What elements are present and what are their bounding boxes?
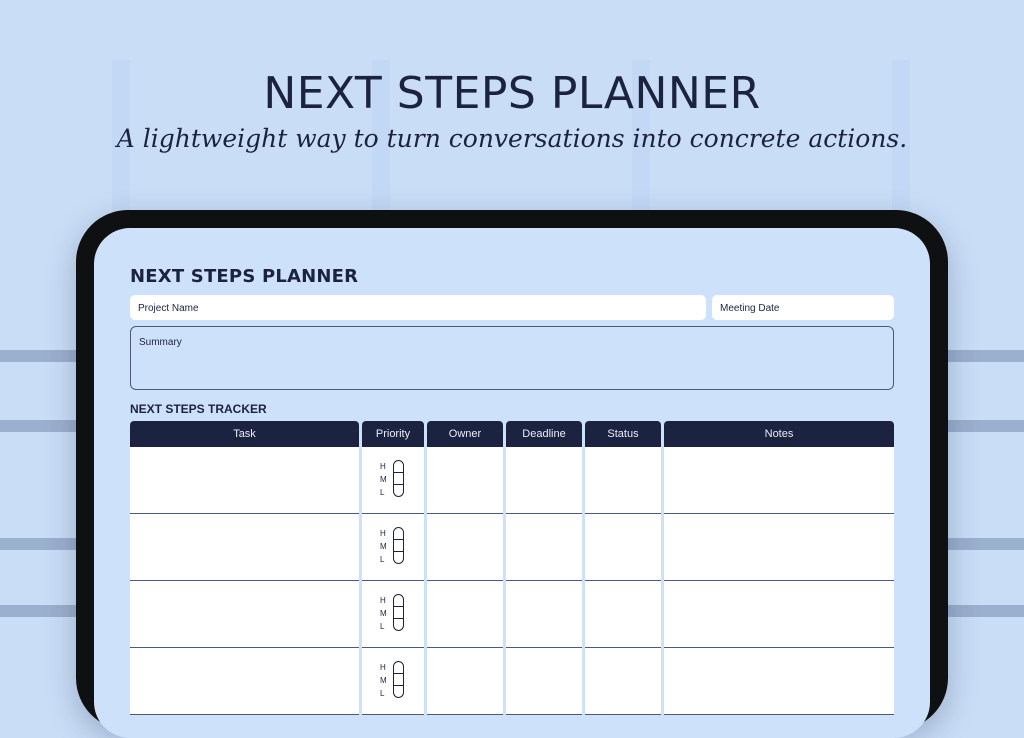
table-column-owner bbox=[427, 421, 503, 738]
project-name-label: Project Name bbox=[138, 303, 199, 314]
priority-low-label: L bbox=[380, 689, 385, 698]
owner-cell[interactable] bbox=[427, 514, 503, 581]
priority-low-label: L bbox=[380, 622, 385, 631]
next-steps-table bbox=[130, 421, 894, 738]
priority-high-label: H bbox=[380, 529, 386, 538]
task-cell[interactable] bbox=[130, 447, 359, 514]
summary-field[interactable] bbox=[130, 326, 894, 390]
table-column-status bbox=[585, 421, 661, 738]
column-header-owner: Owner bbox=[427, 421, 503, 447]
priority-medium-label: M bbox=[380, 609, 387, 618]
priority-toggle[interactable] bbox=[393, 594, 404, 631]
status-cell[interactable] bbox=[585, 581, 661, 648]
priority-cell[interactable] bbox=[362, 447, 424, 514]
priority-levels bbox=[380, 527, 387, 566]
task-cell[interactable] bbox=[130, 514, 359, 581]
priority-selector[interactable] bbox=[380, 527, 410, 567]
deadline-cell[interactable] bbox=[506, 581, 582, 648]
column-header-task: Task bbox=[130, 421, 359, 447]
column-header-deadline: Deadline bbox=[506, 421, 582, 447]
task-cell[interactable] bbox=[130, 581, 359, 648]
table-column-task bbox=[130, 421, 359, 738]
priority-cell[interactable] bbox=[362, 581, 424, 648]
hero-subtitle: A lightweight way to turn conversations into concrete actions. bbox=[116, 124, 908, 153]
priority-high-label: H bbox=[380, 663, 386, 672]
priority-medium-label: M bbox=[380, 475, 387, 484]
tablet-device bbox=[76, 210, 948, 730]
meeting-date-field[interactable] bbox=[712, 295, 894, 320]
priority-selector[interactable] bbox=[380, 661, 410, 701]
priority-levels bbox=[380, 460, 387, 499]
table-column-notes bbox=[664, 421, 894, 738]
priority-low-label: L bbox=[380, 555, 385, 564]
priority-cell[interactable] bbox=[362, 514, 424, 581]
column-header-notes: Notes bbox=[664, 421, 894, 447]
notes-cell[interactable] bbox=[664, 514, 894, 581]
column-header-priority: Priority bbox=[362, 421, 424, 447]
summary-label: Summary bbox=[139, 337, 182, 348]
deadline-cell[interactable] bbox=[506, 514, 582, 581]
tracker-title: NEXT STEPS TRACKER bbox=[130, 402, 267, 416]
priority-toggle[interactable] bbox=[393, 460, 404, 497]
priority-toggle[interactable] bbox=[393, 527, 404, 564]
priority-medium-label: M bbox=[380, 676, 387, 685]
priority-low-label: L bbox=[380, 488, 385, 497]
status-cell[interactable] bbox=[585, 447, 661, 514]
priority-high-label: H bbox=[380, 596, 386, 605]
priority-levels bbox=[380, 594, 387, 633]
tablet-screen bbox=[94, 228, 930, 738]
priority-toggle[interactable] bbox=[393, 661, 404, 698]
priority-levels bbox=[380, 661, 387, 700]
owner-cell[interactable] bbox=[427, 447, 503, 514]
meeting-date-label: Meeting Date bbox=[720, 303, 780, 314]
hero-title: NEXT STEPS PLANNER bbox=[263, 68, 761, 119]
notes-cell[interactable] bbox=[664, 447, 894, 514]
priority-selector[interactable] bbox=[380, 460, 410, 500]
project-name-field[interactable] bbox=[130, 295, 706, 320]
status-cell[interactable] bbox=[585, 514, 661, 581]
priority-high-label: H bbox=[380, 462, 386, 471]
priority-medium-label: M bbox=[380, 542, 387, 551]
deadline-cell[interactable] bbox=[506, 447, 582, 514]
planner-title: NEXT STEPS PLANNER bbox=[130, 266, 359, 287]
column-header-status: Status bbox=[585, 421, 661, 447]
notes-cell[interactable] bbox=[664, 581, 894, 648]
owner-cell[interactable] bbox=[427, 581, 503, 648]
table-column-deadline bbox=[506, 421, 582, 738]
priority-selector[interactable] bbox=[380, 594, 410, 634]
table-column-priority bbox=[362, 421, 424, 738]
